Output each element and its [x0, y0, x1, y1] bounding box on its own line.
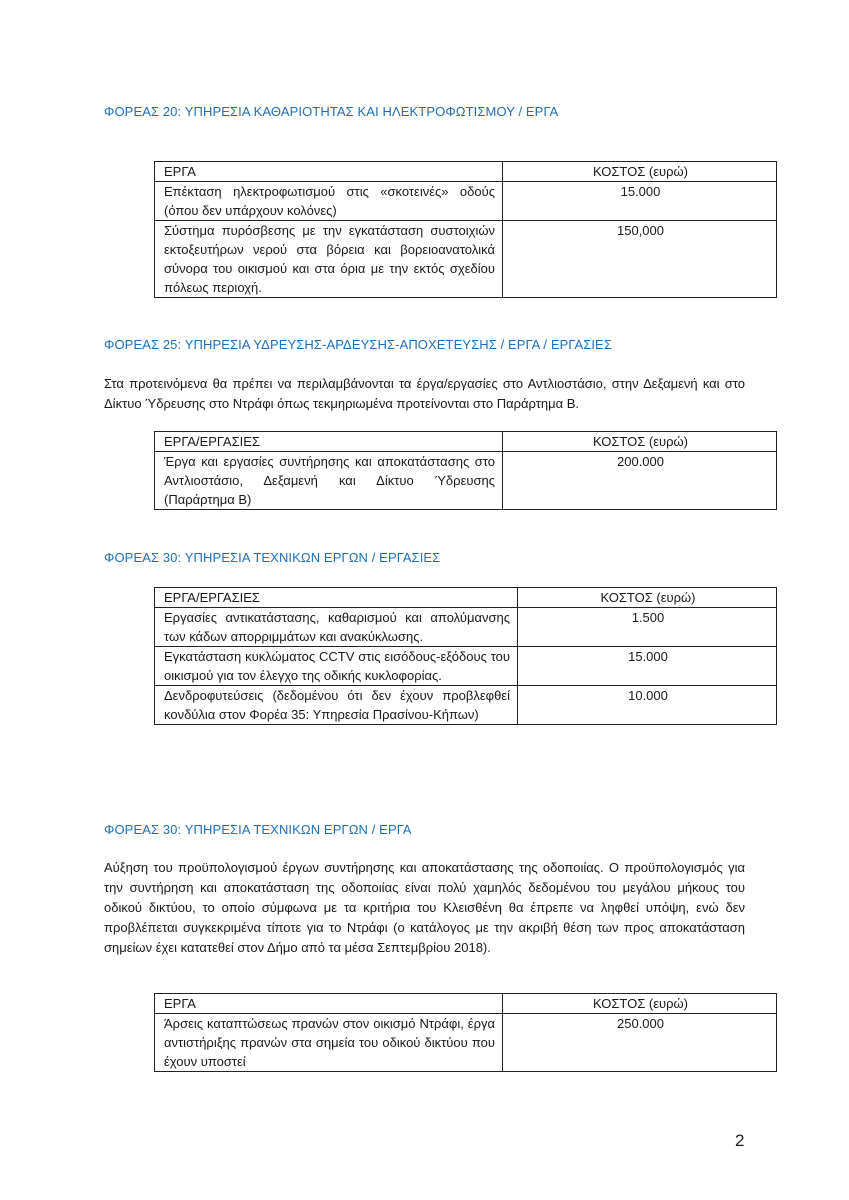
table-row	[155, 221, 777, 298]
work-description: Δενδροφυτεύσεις (δεδομένου ότι δεν έχουν προβλεφθεί κονδύλια στον Φορέα 35: Υπηρεσία Πρασίνου-Κήπων)	[155, 686, 518, 725]
table-header-row	[155, 994, 777, 1014]
column-header-cost: ΚΟΣΤΟΣ (ευρώ)	[503, 162, 777, 182]
work-description: Εργασίες αντικατάστασης, καθαρισμού και απολύμανσης των κάδων απορριμμάτων και ανακύκλωσης.	[155, 608, 518, 647]
column-header-works: ΕΡΓΑ	[155, 162, 503, 182]
work-description: Εγκατάσταση κυκλώματος CCTV στις εισόδους-εξόδους του οικισμού για τον έλεγχο της οδικής κυκλοφορίας.	[155, 647, 518, 686]
work-cost: 15.000	[503, 182, 777, 221]
work-cost: 150,000	[503, 221, 777, 298]
section-heading-foreas-20: ΦΟΡΕΑΣ 20: ΥΠΗΡΕΣΙΑ ΚΑΘΑΡΙΟΤΗΤΑΣ ΚΑΙ ΗΛΕΚΤΡΟΦΩΤΙΣΜΟΥ / ΕΡΓΑ	[104, 104, 559, 119]
column-header-cost: ΚΟΣΤΟΣ (ευρώ)	[503, 994, 777, 1014]
works-cost-table-foreas-25	[154, 431, 777, 510]
works-cost-table-foreas-20	[154, 161, 777, 298]
section-heading-foreas-30-tasks: ΦΟΡΕΑΣ 30: ΥΠΗΡΕΣΙΑ ΤΕΧΝΙΚΩΝ ΕΡΓΩΝ / ΕΡΓΑΣΙΕΣ	[104, 550, 441, 565]
work-description: Άρσεις καταπτώσεως πρανών στον οικισμό Ντράφι, έργα αντιστήριξης πρανών στα σημεία του οδικού δικτύου που έχουν υποστεί	[155, 1014, 503, 1072]
table-row	[155, 1014, 777, 1072]
table-row	[155, 608, 777, 647]
work-cost: 1.500	[518, 608, 777, 647]
section-heading-foreas-30-works: ΦΟΡΕΑΣ 30: ΥΠΗΡΕΣΙΑ ΤΕΧΝΙΚΩΝ ΕΡΓΩΝ / ΕΡΓΑ	[104, 822, 412, 837]
column-header-cost: ΚΟΣΤΟΣ (ευρώ)	[518, 588, 777, 608]
section-heading-foreas-25: ΦΟΡΕΑΣ 25: ΥΠΗΡΕΣΙΑ ΥΔΡΕΥΣΗΣ-ΑΡΔΕΥΣΗΣ-ΑΠΟΧΕΤΕΥΣΗΣ / ΕΡΓΑ / ΕΡΓΑΣΙΕΣ	[104, 337, 612, 352]
works-cost-table-foreas-30-tasks	[154, 587, 777, 725]
column-header-works: ΕΡΓΑ/ΕΡΓΑΣΙΕΣ	[155, 432, 503, 452]
work-cost: 10.000	[518, 686, 777, 725]
work-description: Έργα και εργασίες συντήρησης και αποκατάστασης στο Αντλιοστάσιο, Δεξαμενή και Δίκτυο Ύδρευσης (Παράρτημα Β)	[155, 452, 503, 510]
work-description: Σύστημα πυρόσβεσης με την εγκατάσταση συστοιχιών εκτοξευτήρων νερού στα βόρεια και βορειοανατολικά σύνορα του οικισμού και στα όρια με την εκτός σχεδίου πόλεως περιοχή.	[155, 221, 503, 298]
table-row	[155, 182, 777, 221]
table-header-row	[155, 432, 777, 452]
column-header-works: ΕΡΓΑ	[155, 994, 503, 1014]
work-cost: 200.000	[503, 452, 777, 510]
section-paragraph-foreas-25: Στα προτεινόμενα θα πρέπει να περιλαμβάνονται τα έργα/εργασίες στο Αντλιοστάσιο, στην Δεξαμενή και στο Δίκτυο Ύδρευσης στο Ντράφι όπως τεκμηριωμένα προτείνονται στο Παράρτημα Β.	[104, 376, 745, 411]
page-number: 2	[735, 1131, 745, 1150]
table-row	[155, 686, 777, 725]
work-cost: 15.000	[518, 647, 777, 686]
column-header-works: ΕΡΓΑ/ΕΡΓΑΣΙΕΣ	[155, 588, 518, 608]
column-header-cost: ΚΟΣΤΟΣ (ευρώ)	[503, 432, 777, 452]
work-cost: 250.000	[503, 1014, 777, 1072]
table-row	[155, 647, 777, 686]
table-header-row	[155, 162, 777, 182]
table-header-row	[155, 588, 777, 608]
work-description: Επέκταση ηλεκτροφωτισμού στις «σκοτεινές» οδούς (όπου δεν υπάρχουν κολόνες)	[155, 182, 503, 221]
section-paragraph-foreas-30-works: Αύξηση του προϋπολογισμού έργων συντήρησης και αποκατάστασης της οδοποιίας. Ο προϋπολογισμός για την συντήρηση και αποκατάσταση της οδοποιίας είναι πολύ χαμηλός δεδομένου του μεγάλου μήκους του οδικού δικτύου, το οποίο σύμφωνα με τα κριτήρια του Κλεισθένη θα έπρεπε να ληφθεί υπόψη, ενώ δεν προβλέπεται συγκεκριμένα τίποτε για το Ντράφι (ο κατάλογος με την ακριβή θέση των προς αποκατάσταση σημείων έχει κατατεθεί στον Δήμο από τα μέσα Σεπτεμβρίου 2018).	[104, 860, 745, 955]
works-cost-table-foreas-30-works	[154, 993, 777, 1072]
table-row	[155, 452, 777, 510]
